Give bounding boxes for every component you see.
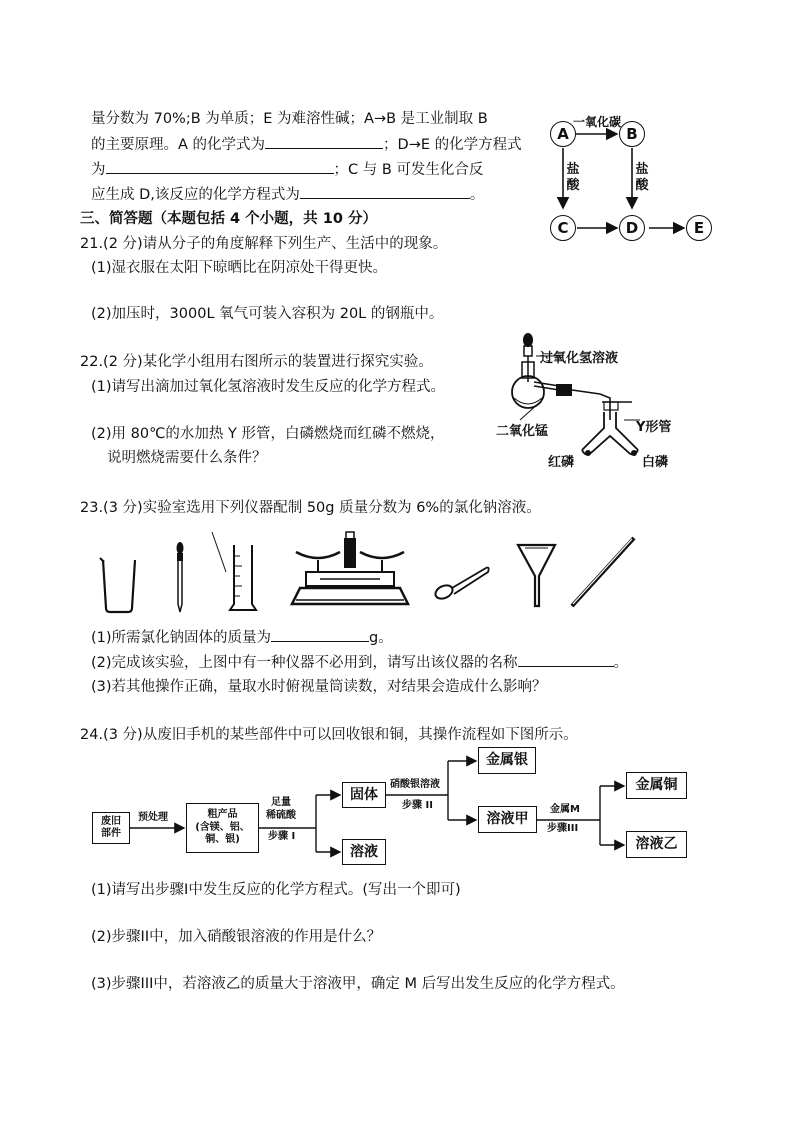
arrow-label-hcl-right: 盐 酸	[635, 162, 649, 193]
q23-stem: 23.(3 分)实验室选用下列仪器配制 50g 质量分数为 6%的氯化钠溶液。	[80, 500, 541, 516]
flow-label-step3-reagent: 金属M	[550, 804, 580, 815]
q23-part-2: (2)完成该实验，上图中有一种仪器不必用到，请写出该仪器的名称 。	[91, 651, 628, 672]
q22-stem: 22.(2 分)某化学小组用右图所示的装置进行探究实验。	[80, 354, 433, 370]
q22-part-2b: 说明燃烧需要什么条件？	[107, 450, 267, 466]
q22-part-1: (1)请写出滴加过氧化氢溶液时发生反应的化学方程式。	[91, 379, 446, 395]
flow-box-solution: 溶液	[342, 839, 386, 865]
q23-part-3: (3)若其他操作正确，量取水时俯视量筒读数，对结果会造成什么影响？	[91, 679, 547, 695]
q20-line-4: 应生成 D,该反应的化学方程式为 。	[91, 183, 484, 204]
flow-label-step2-reagent: 硝酸银溶液	[390, 779, 440, 790]
flow-box-silver: 金属银	[478, 747, 536, 774]
node-a: A	[550, 121, 576, 147]
flow-label-step1: 步骤 I	[268, 831, 296, 842]
q21-part-1: (1)湿衣服在太阳下晾晒比在阴凉处干得更快。	[91, 260, 388, 276]
arrow-label-hcl-left: 盐 酸	[566, 162, 580, 193]
label-hydrogen-peroxide: 过氧化氢溶液	[540, 351, 619, 366]
q22-part-2a: (2)用 80℃的水加热 Y 形管，白磷燃烧而红磷不燃烧，	[91, 426, 445, 442]
node-e: E	[686, 215, 712, 241]
flow-label-step3: 步骤III	[547, 823, 579, 834]
label-white-phosphorus: 白磷	[642, 455, 669, 470]
arrow-label-carbon-monoxide: 一氧化碳	[573, 115, 622, 129]
section-3-title: 三、简答题（本题包括 4 个小题，共 10 分）	[80, 211, 377, 227]
flow-box-waste-parts: 废旧 部件	[92, 812, 130, 844]
flow-label-step2: 步骤 II	[402, 800, 433, 811]
q21-part-2: (2)加压时，3000L 氧气可装入容积为 20L 的钢瓶中。	[91, 306, 444, 322]
flow-box-solution-b: 溶液乙	[626, 831, 687, 858]
q24-part-1: (1)请写出步骤I中发生反应的化学方程式。(写出一个即可)	[91, 882, 461, 898]
q23-part-1: (1)所需氯化钠固体的质量为 g。	[91, 626, 393, 647]
flow-box-copper: 金属铜	[626, 772, 687, 799]
flow-box-solution-a: 溶液甲	[478, 806, 537, 833]
q20-line-3: 为 ；C 与 B 可发生化合反	[91, 158, 483, 179]
q24-stem: 24.(3 分)从废旧手机的某些部件中可以回收银和铜，其操作流程如下图所示。	[80, 727, 578, 743]
q24-part-2: (2)步骤II中，加入硝酸银溶液的作用是什么？	[91, 929, 382, 945]
node-d: D	[619, 215, 645, 241]
q21-stem: 21.(2 分)请从分子的角度解释下列生产、生活中的现象。	[80, 236, 448, 252]
node-c: C	[550, 215, 576, 241]
q24-part-3: (3)步骤III中，若溶液乙的质量大于溶液甲，确定 M 后写出发生反应的化学方程式。	[91, 976, 625, 992]
q20-line-2: 的主要原理。A 的化学式为 ；D→E 的化学方程式	[91, 133, 522, 154]
flow-box-crude-product: 粗产品 (含镁、铝、 铜、银)	[186, 803, 259, 853]
label-manganese-dioxide: 二氧化锰	[496, 424, 549, 439]
label-y-tube: Y形管	[636, 420, 672, 435]
node-b: B	[619, 121, 645, 147]
flow-label-step1-reagent: 足量 稀硫酸	[266, 797, 296, 821]
q20-line-1: 量分数为 70%;B 为单质；E 为难溶性碱；A→B 是工业制取 B	[91, 111, 488, 127]
flow-box-solid: 固体	[342, 782, 386, 808]
flow-label-pretreat: 预处理	[138, 812, 168, 823]
label-red-phosphorus: 红磷	[548, 455, 575, 470]
